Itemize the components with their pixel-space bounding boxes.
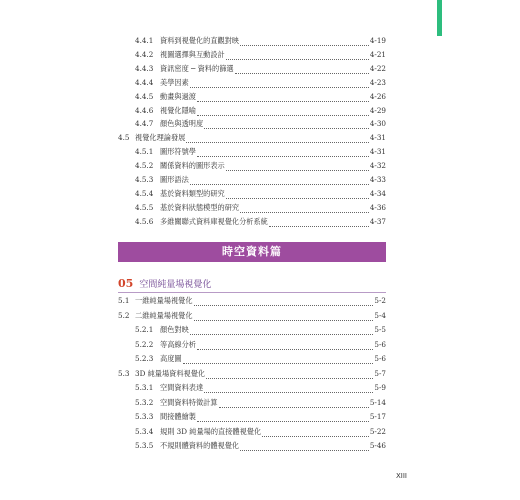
toc-leader-dots (206, 372, 373, 379)
toc-entry[interactable] (135, 412, 386, 425)
toc-entry-number: 4.5.1 (135, 147, 154, 157)
toc-entry-title: 高度圖 (160, 354, 182, 363)
toc-leader-dots (262, 430, 369, 437)
toc-entry-title: 間接體繪製 (160, 412, 196, 421)
section-edge-tab (437, 0, 442, 36)
toc-entry-number: 5.2.2 (135, 339, 154, 349)
toc-entry-page: 4-33 (369, 175, 386, 184)
toc-entry-page: 4-36 (369, 202, 386, 212)
toc-leader-dots (186, 136, 369, 143)
part-banner: 時空資料篇 (118, 242, 386, 262)
toc-entry-title: 視圖選擇與互動設計 (160, 49, 225, 59)
toc-entry[interactable] (135, 383, 386, 396)
toc-leader-dots (197, 415, 369, 422)
page-folio: XIII (396, 472, 407, 480)
toc-entry-title: 視覺化隱喻 (160, 105, 196, 115)
toc-entry[interactable] (118, 311, 386, 324)
toc-entry-page: 4-19 (369, 36, 386, 45)
toc-entry[interactable] (135, 441, 386, 454)
toc-leader-dots (235, 67, 369, 74)
toc-entry[interactable] (135, 106, 386, 119)
toc-entry-number: 5.3.1 (135, 383, 154, 392)
toc-entry[interactable] (118, 296, 386, 309)
toc-entry[interactable] (135, 217, 386, 230)
toc-entry-number: 5.3.2 (135, 397, 154, 407)
toc-entry-page: 4-23 (369, 77, 386, 87)
toc-entry[interactable] (118, 369, 386, 382)
toc-entry[interactable] (135, 325, 386, 338)
toc-entry-title: 空間資料特徵計算 (160, 397, 218, 407)
toc-entry-title: 3D 純量場資料視覺化 (135, 368, 206, 378)
toc-entry-number: 5.2 (118, 310, 130, 320)
toc-entry-page: 5-6 (374, 354, 386, 363)
chapter-rule (118, 292, 386, 293)
toc-leader-dots (197, 150, 369, 157)
toc-entry-number: 5.3.3 (135, 412, 154, 421)
toc-entry-page: 5-6 (374, 339, 386, 349)
toc-entry-number: 4.4.3 (135, 63, 154, 73)
toc-entry-title: 規則 3D 純量場的直接體視覺化 (160, 426, 262, 436)
toc-entry-page: 5-4 (374, 310, 386, 320)
toc-leader-dots (190, 328, 374, 335)
toc-entry-title: 顏色與透明度 (160, 119, 204, 129)
toc-entry[interactable] (135, 427, 386, 440)
toc-entry[interactable] (135, 147, 386, 160)
chapter-number: 05 (118, 277, 134, 290)
toc-entry[interactable] (135, 189, 386, 202)
chapter-title: 空間純量場視覺化 (139, 280, 212, 290)
toc-entry-number: 4.4.7 (135, 119, 154, 129)
toc-entry-number: 5.3.5 (135, 441, 154, 450)
toc-leader-dots (204, 386, 373, 393)
toc-leader-dots (226, 164, 369, 171)
toc-entry-number: 5.2.1 (135, 325, 154, 334)
toc-entry-page: 4-37 (369, 216, 386, 226)
toc-leader-dots (197, 95, 369, 102)
toc-entry-page: 4-21 (369, 49, 386, 59)
toc-entry-page: 5-17 (369, 412, 386, 421)
toc-entry-number: 5.2.3 (135, 354, 154, 363)
toc-entry-number: 4.4.6 (135, 105, 154, 115)
toc-leader-dots (194, 314, 374, 321)
toc-leader-dots (190, 81, 369, 88)
toc-entry-title: 動畫與過渡 (160, 91, 196, 101)
toc-entry-page: 4-26 (369, 91, 386, 101)
toc-entry-page: 4-30 (369, 119, 386, 129)
toc-entry[interactable] (135, 161, 386, 174)
toc-entry-title: 一維純量場視覺化 (135, 296, 193, 305)
toc-entry-title: 不規則體資料的體視覺化 (160, 441, 240, 450)
toc-entry-number: 5.1 (118, 296, 130, 305)
toc-entry-number: 4.5.3 (135, 175, 154, 184)
toc-leader-dots (190, 178, 369, 185)
toc-entry[interactable] (135, 64, 386, 77)
toc-leader-dots (194, 299, 374, 306)
toc-entry-page: 5-9 (374, 383, 386, 392)
toc-entry-title: 關係資料的圖形表示 (160, 161, 225, 171)
toc-entry-title: 圖形語法 (160, 175, 189, 184)
toc-entry-title: 多維關聯式資料庫視覺化分析系統 (160, 216, 268, 226)
toc-leader-dots (183, 357, 374, 364)
toc-entry-number: 4.5.2 (135, 161, 154, 171)
toc-entry-title: 圖形符號學 (160, 147, 196, 157)
toc-entry-title: 基於資料類型的研究 (160, 188, 225, 198)
toc-entry-page: 4-31 (369, 147, 386, 157)
toc-entry-page: 4-22 (369, 63, 386, 73)
toc-entry[interactable] (135, 119, 386, 132)
toc-entry-title: 美學因素 (160, 77, 189, 87)
toc-entry[interactable] (135, 92, 386, 105)
toc-entry-page: 5-46 (369, 441, 386, 450)
toc-entry[interactable] (135, 398, 386, 411)
toc-leader-dots (269, 220, 369, 227)
toc-entry-page: 5-7 (374, 368, 386, 378)
toc-leader-dots (240, 444, 369, 451)
toc-entry-number: 4.5 (118, 133, 130, 143)
toc-leader-dots (240, 39, 369, 46)
toc-entry-page: 4-32 (369, 161, 386, 171)
toc-leader-dots (226, 192, 369, 199)
toc-entry-number: 4.5.4 (135, 188, 154, 198)
toc-entry[interactable] (135, 340, 386, 353)
toc-entry-title: 二維純量場視覺化 (135, 310, 193, 320)
toc-entry-number: 4.4.5 (135, 91, 154, 101)
toc-entry-number: 5.3 (118, 368, 130, 378)
toc-leader-dots (197, 343, 373, 350)
toc-entry-number: 4.5.5 (135, 202, 154, 212)
toc-entry[interactable] (118, 133, 386, 146)
toc-leader-dots (219, 401, 369, 408)
toc-leader-dots (226, 53, 369, 60)
toc-entry[interactable] (135, 78, 386, 91)
toc-entry[interactable] (135, 50, 386, 63)
toc-entry-title: 空間資料表達 (160, 383, 204, 392)
toc-leader-dots (204, 122, 369, 129)
toc-leader-dots (197, 109, 369, 116)
toc-entry-page: 4-31 (369, 133, 386, 143)
toc-entry-page: 4-29 (369, 105, 386, 115)
toc-entry-number: 4.4.2 (135, 49, 154, 59)
toc-entry-title: 資訊密度 ─ 資料的篩選 (160, 63, 234, 73)
toc-entry-title: 等高線分析 (160, 339, 196, 349)
toc-entry-page: 5-22 (369, 426, 386, 436)
toc-entry[interactable] (135, 354, 386, 367)
toc-entry[interactable] (135, 36, 386, 49)
toc-entry-number: 4.4.1 (135, 36, 154, 45)
toc-entry-number: 4.5.6 (135, 216, 154, 226)
toc-entry-page: 5-2 (374, 296, 386, 305)
toc-entry-title: 視覺化理論發展 (135, 133, 186, 143)
toc-entry-title: 顏色對映 (160, 325, 189, 334)
toc-entry[interactable] (135, 175, 386, 188)
toc-leader-dots (240, 206, 369, 213)
toc-entry-page: 5-14 (369, 397, 386, 407)
toc-entry-page: 4-34 (369, 188, 386, 198)
chapter-heading (118, 277, 211, 291)
toc-entry-number: 5.3.4 (135, 426, 154, 436)
toc-entry[interactable] (135, 203, 386, 216)
toc-entry-title: 基於資料狀態模型的研究 (160, 202, 240, 212)
toc-entry-page: 5-5 (374, 325, 386, 334)
toc-entry-number: 4.4.4 (135, 77, 154, 87)
toc-entry-title: 資料到視覺化的直觀對映 (160, 36, 240, 45)
